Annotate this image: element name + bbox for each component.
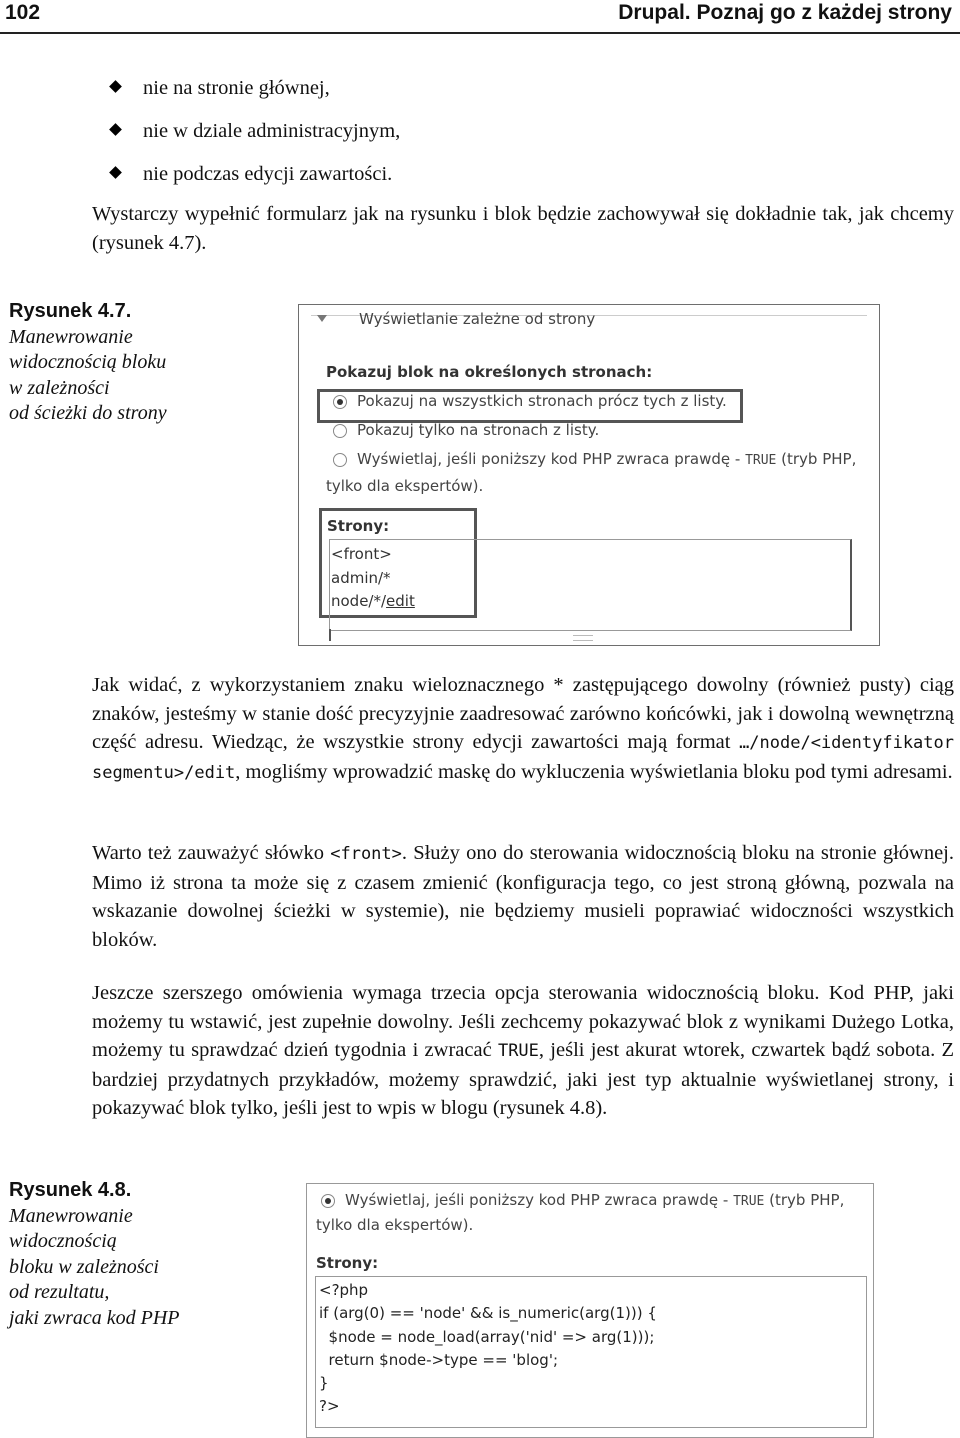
paragraph-intro: Wystarczy wypełnić formularz jak na rysunku i blok będzie zachowywał się dokładnie tak, jak chcemy (rysunek 4.7). [92,203,954,254]
radio-button[interactable] [333,424,347,438]
bullet-diamond-icon [109,166,122,179]
bullet-diamond-icon [109,80,122,93]
pages-textarea-content: <front> admin/* node/*/edit [331,545,415,610]
pages-label: Strony: [327,517,390,535]
pages-label: Strony: [316,1254,379,1272]
paragraph-3: Warto też zauważyć słówko <front>. Służy ono do sterowania widocznością bloku na stronie głównej. Mimo iż strona ta może się z czasem zmienić (konfiguracja tego, co jest stroną główną, pozwala na wskazanie dowolnej ścieżki w systemie), nie będziemy musieli poprawiać widoczności wszystkich bloków. [92,842,954,951]
php-code-content: <?php if (arg(0) == 'node' && is_numeric(arg(1))) { $node = node_load(array('nid' => arg(1))); return $node->type == 'blog'; } ?> [319,1281,657,1416]
list-item: nie podczas edycji zawartości. [105,160,400,203]
page-number: 102 [5,1,41,24]
paragraph-2: Jak widać, z wykorzystaniem znaku wieloznacznego * zastępującego dowolny (również pusty) ciąg znaków, jesteśmy w stanie dość precyzyjnie zaadresować zarówno końcówki, jak i dowolną wewnętrzną część adresu. Wiedząc, że wszystkie strony edycji zawartości mają format …/node/<identyfikator segmentu>/edit, mogliśmy wprowadzić maskę do wykluczenia wyświetlania bloku pod tymi adresami. [92,674,954,783]
option-continuation: tylko dla ekspertów). [316,1216,474,1234]
textarea-edge [329,629,331,641]
paragraph-4: Jeszcze szerszego omówienia wymaga trzecia opcja sterowania widocznością bloku. Kod PHP, jaki możemy tu wstawić, jest zupełnie dowolny. Jeśli zechcemy pokazywać blok z wynikami Dużego Lotka, możemy tu sprawdzać dzień tygodnia i zwracać TRUE, jeśli jest akurat wtorek, czwartek bądź sobota. Z bardziej przydatnych przykładów, możemy sprawdzić, jaki jest typ aktualnie wyświetlanej strony, i pokazywać blok tylko, jeśli jest to wpis w blogu (rysunek 4.8). [92,982,954,1119]
figure-label: Rysunek 4.8. [9,1179,132,1201]
bullet-diamond-icon [109,123,122,136]
figure-caption-4-7: Rysunek 4.7. Manewrowanie widocznością bloku w zależności od ścieżki do strony [9,300,167,424]
figure-screenshot-4-7: Wyświetlanie zależne od strony Pokazuj blok na określonych stronach: Pokazuj na wszystkich stronach prócz tych z listy. Pokazuj tylko na stronach z listy. Wyświetlaj, jeśli poniższy kod PHP zwraca prawdę - TRUE (tryb PHP, tylko dla ekspertów). Strony: <front> admin/* node/*/edit [298,304,880,646]
page-header [0,0,960,34]
list-item: nie w dziale administracyjnym, [105,117,400,160]
figure-label: Rysunek 4.7. [9,300,132,322]
figure-caption-4-8: Rysunek 4.8. Manewrowanie widocznością bloku w zależności od rezultatu, jaki zwraca kod PHP [9,1179,180,1329]
resize-grip-icon[interactable] [573,635,593,641]
bullet-list [105,74,400,203]
section-title: Pokazuj blok na określonych stronach: [326,363,653,381]
collapse-arrow-icon[interactable] [317,315,327,322]
radio-button[interactable] [333,453,347,467]
figure-screenshot-4-8: Wyświetlaj, jeśli poniższy kod PHP zwraca prawdę - TRUE (tryb PHP, tylko dla ekspertów). Strony: <?php if (arg(0) == 'node' && is_numeric(arg(1))) { $node = node_load(array('nid' => arg(1))); return $node->type == 'blog'; } ?> [306,1183,874,1438]
radio-button[interactable] [333,395,347,409]
option-continuation: tylko dla ekspertów). [326,477,484,495]
radio-button[interactable] [321,1194,335,1208]
running-title: Drupal. Poznaj go z każdej strony [618,1,952,24]
fieldset-legend[interactable]: Wyświetlanie zależne od strony [359,310,596,328]
list-item: nie na stronie głównej, [105,74,400,117]
